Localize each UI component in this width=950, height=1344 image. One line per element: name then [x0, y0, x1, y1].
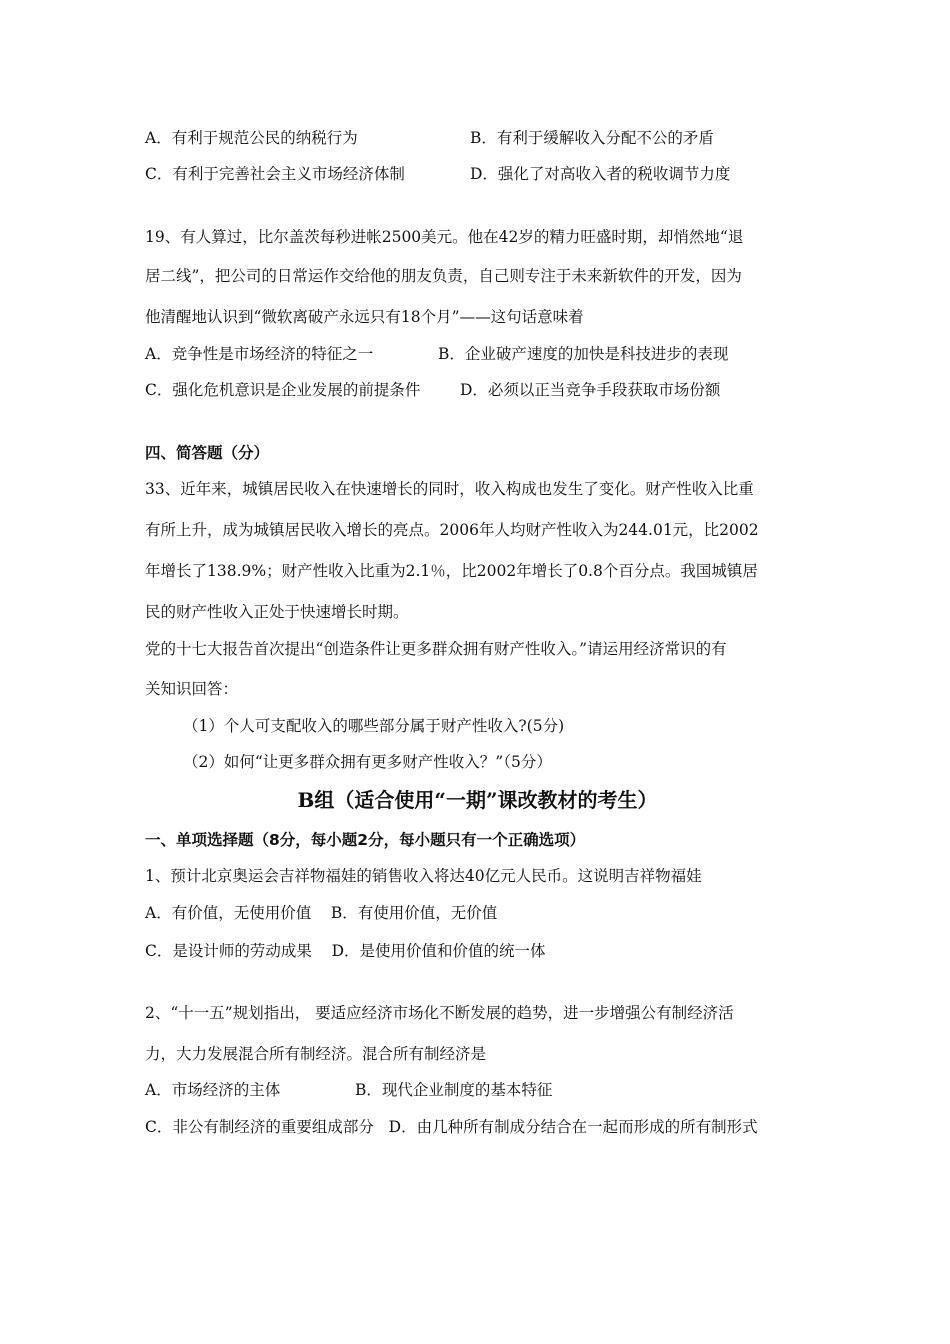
- q33-line4: 民的财产性收入正处于快速增长时期。: [145, 603, 409, 621]
- q19-stem-line2: 居二线”，把公司的日常运作交给他的朋友负责，自己则专注于未来新软件的开发，因为: [145, 267, 742, 285]
- b-q2-options-cd: C．非公有制经济的重要组成部分 D．由几种所有制成分结合在一起而形成的所有制形式: [145, 1118, 758, 1136]
- q18-option-a: A．有利于规范公民的纳税行为: [145, 129, 358, 147]
- q19-stem-line1: 19、有人算过，比尔盖茨每秒进帐2500美元。他在42岁的精力旺盛时期，却悄然地“退: [145, 228, 744, 246]
- group-b-title: B组（适合使用“一期”课改教材的考生）: [297, 788, 658, 812]
- q33-line5: 党的十七大报告首次提出“创造条件让更多群众拥有财产性收入。”请运用经济常识的有: [145, 640, 727, 658]
- q18-option-c: C．有利于完善社会主义市场经济体制: [145, 165, 405, 183]
- q33-line3: 年增长了138.9%；财产性收入比重为2.1％，比2002年增长了0.8个百分点。我国城镇居: [145, 562, 758, 580]
- section4-title: 四、简答题（分）: [145, 444, 270, 462]
- q19-option-b: B．企业破产速度的加快是科技进步的表现: [438, 345, 729, 363]
- q19-stem-line3: 他清醒地认识到“微软离破产永远只有18个月”——这句话意味着: [145, 308, 584, 326]
- b-q1-options-ab: A．有价值，无使用价值 B．有使用价值，无价值: [145, 904, 498, 922]
- q18-option-b: B．有利于缓解收入分配不公的矛盾: [470, 129, 714, 147]
- q19-option-c: C．强化危机意识是企业发展的前提条件: [145, 381, 421, 399]
- q33-line1: 33、近年来，城镇居民收入在快速增长的同时，收入构成也发生了变化。财产性收入比重: [145, 480, 754, 498]
- b-q2-stem-line2: 力，大力发展混合所有制经济。混合所有制经济是: [145, 1045, 487, 1063]
- q33-line2: 有所上升，成为城镇居民收入增长的亮点。2006年人均财产性收入为244.01元，比2002: [145, 521, 759, 539]
- group-b-section1-title: 一、单项选择题（8分，每小题2分，每小题只有一个正确选项）: [145, 831, 586, 849]
- b-q2-stem-line1: 2、“十一五”规划指出， 要适应经济市场化不断发展的趋势，进一步增强公有制经济活: [145, 1004, 734, 1022]
- q33-subquestion-1: （1）个人可支配收入的哪些部分属于财产性收入?(5分): [183, 717, 565, 735]
- b-q2-option-b: B．现代企业制度的基本特征: [355, 1081, 553, 1099]
- q18-option-d: D．强化了对高收入者的税收调节力度: [470, 165, 731, 183]
- b-q2-option-a: A．市场经济的主体: [145, 1081, 281, 1099]
- b-q1-stem: 1、预计北京奥运会吉祥物福娃的销售收入将达40亿元人民币。这说明吉祥物福娃: [145, 867, 702, 885]
- q19-option-d: D．必须以正当竞争手段获取市场份额: [460, 381, 721, 399]
- q19-option-a: A．竞争性是市场经济的特征之一: [145, 345, 374, 363]
- b-q1-options-cd: C．是设计师的劳动成果 D．是使用价值和价值的统一体: [145, 942, 546, 960]
- q33-subquestion-2: （2）如何“让更多群众拥有更多财产性收入？”（5分）: [183, 753, 552, 771]
- q33-line6: 关知识回答：: [145, 680, 239, 698]
